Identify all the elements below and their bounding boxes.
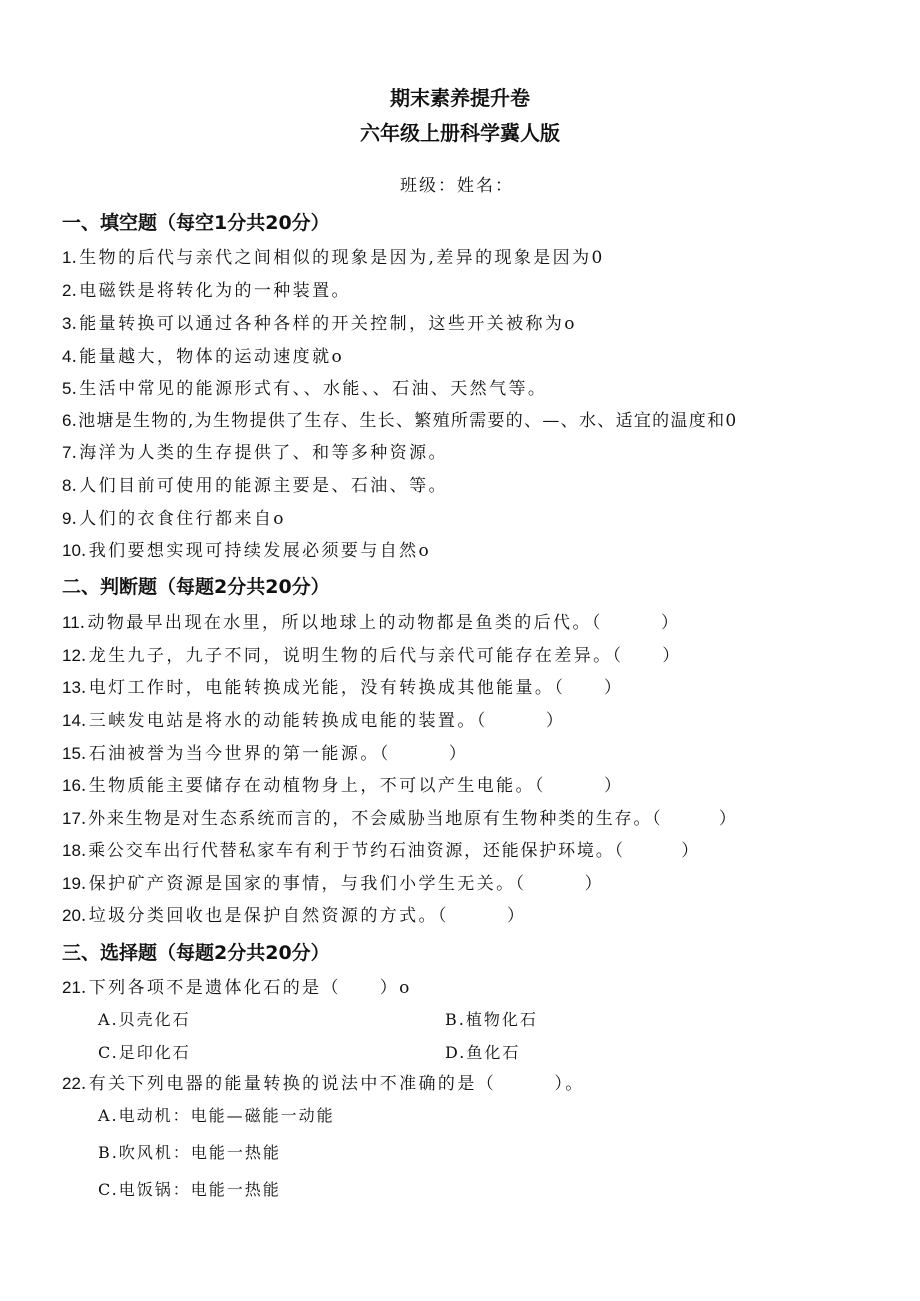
question-number: 2: [62, 281, 72, 300]
option-b: B.植物化石: [445, 1010, 538, 1029]
option-b: B.吹风机：电能一热能: [98, 1143, 281, 1162]
question-13: [62, 673, 623, 698]
question-11: [62, 608, 680, 633]
question-text: .电灯工作时，电能转换成光能，没有转换成其他能量。（ ）: [80, 678, 624, 698]
question-8: [62, 471, 448, 496]
question-text: .生物的后代与亲代之间相似的现象是因为,差异的现象是因为0: [71, 248, 605, 268]
question-number: 6: [62, 411, 72, 430]
question-number: 7: [62, 443, 72, 462]
option-a: A.贝壳化石: [98, 1010, 191, 1029]
question-number: 4: [62, 347, 72, 366]
question-9: [62, 504, 286, 529]
question-18: [62, 836, 700, 861]
section-heading-choice: 三、选择题（每题2分共20分）: [62, 942, 330, 964]
question-text: .电磁铁是将转化为的一种装置。: [71, 281, 351, 301]
question-number: 17: [62, 809, 81, 828]
question-number: 13: [62, 678, 81, 697]
question-17: [62, 804, 738, 829]
question-15: [62, 739, 468, 764]
question-text: .外来生物是对生态系统而言的，不会威胁当地原有生物种类的生存。（ ）: [80, 809, 738, 829]
question-number: 8: [62, 476, 72, 495]
question-2: [62, 276, 351, 301]
question-text: .龙生九子，九子不同，说明生物的后代与亲代可能存在差异。（ ）: [80, 646, 682, 666]
question-number: 18: [62, 841, 81, 860]
question-text: .石油被誉为当今世界的第一能源。（ ）: [80, 744, 469, 764]
question-text: .生活中常见的能源形式有、、水能、、石油、天然气等。: [71, 379, 548, 399]
question-text: .动物最早出现在水里，所以地球上的动物都是鱼类的后代。（ ）: [79, 613, 681, 633]
question-16: [62, 771, 623, 796]
section-heading-judge: 二、判断题（每题2分共20分）: [62, 576, 330, 598]
question-text: .垃圾分类回收也是保护自然资源的方式。（ ）: [80, 906, 527, 926]
option-c: C.足印化石: [98, 1043, 191, 1062]
option-a: A.电动机：电能—磁能一动能: [98, 1106, 335, 1125]
question-text: .能量越大，物体的运动速度就o: [71, 347, 345, 367]
question-number: 12: [62, 646, 81, 665]
question-text: .人们目前可使用的能源主要是、石油、等。: [71, 476, 448, 496]
question-4: [62, 342, 344, 367]
question-number: 5: [62, 379, 72, 398]
question-5: [62, 374, 547, 399]
class-name-line: 班级：姓名：: [400, 176, 514, 196]
question-1: [62, 243, 605, 268]
section-heading-fill: 一、填空题（每空1分共20分）: [62, 212, 330, 234]
question-number: 21: [62, 978, 81, 997]
question-22: [62, 1069, 585, 1094]
question-7: [62, 438, 448, 463]
question-number: 15: [62, 744, 81, 763]
exam-title: 期末素养提升卷: [390, 86, 530, 110]
question-14: [62, 706, 565, 731]
question-text: .生物质能主要储存在动植物身上，不可以产生电能。（ ）: [80, 776, 624, 796]
question-text: .乘公交车出行代替私家车有利于节约石油资源，还能保护环境。（ ）: [80, 841, 701, 861]
question-6: [62, 406, 738, 431]
option-c: C.电饭锅：电能一热能: [98, 1180, 281, 1199]
question-3: [62, 309, 577, 334]
question-text: .下列各项不是遗体化石的是（ ）o: [80, 978, 412, 998]
question-text: .海洋为人类的生存提供了、和等多种资源。: [71, 443, 448, 463]
exam-subtitle: 六年级上册科学冀人版: [360, 121, 560, 145]
question-20: [62, 901, 526, 926]
question-21: [62, 973, 412, 998]
question-number: 1: [62, 248, 72, 267]
question-number: 22: [62, 1074, 81, 1093]
option-d: D.鱼化石: [445, 1043, 521, 1062]
question-text: .池塘是生物的,为生物提供了生存、生长、繁殖所需要的、—、水、适宜的温度和0: [71, 411, 738, 431]
question-text: .保护矿产资源是国家的事情，与我们小学生无关。（ ）: [80, 874, 605, 894]
question-text: .三峡发电站是将水的动能转换成电能的装置。（ ）: [80, 711, 566, 731]
question-number: 11: [62, 613, 80, 632]
question-number: 10: [62, 541, 81, 560]
question-number: 20: [62, 906, 81, 925]
question-12: [62, 641, 682, 666]
question-19: [62, 869, 604, 894]
question-text: .有关下列电器的能量转换的说法中不准确的是（ ）。: [80, 1074, 585, 1094]
question-text: .能量转换可以通过各种各样的开关控制，这些开关被称为o: [71, 314, 577, 334]
question-text: .我们要想实现可持续发展必须要与自然o: [80, 541, 432, 561]
question-number: 16: [62, 776, 81, 795]
question-number: 19: [62, 874, 81, 893]
question-text: .人们的衣食住行都来自o: [71, 509, 286, 529]
question-number: 14: [62, 711, 81, 730]
question-10: [62, 536, 431, 561]
question-number: 3: [62, 314, 72, 333]
question-number: 9: [62, 509, 72, 528]
